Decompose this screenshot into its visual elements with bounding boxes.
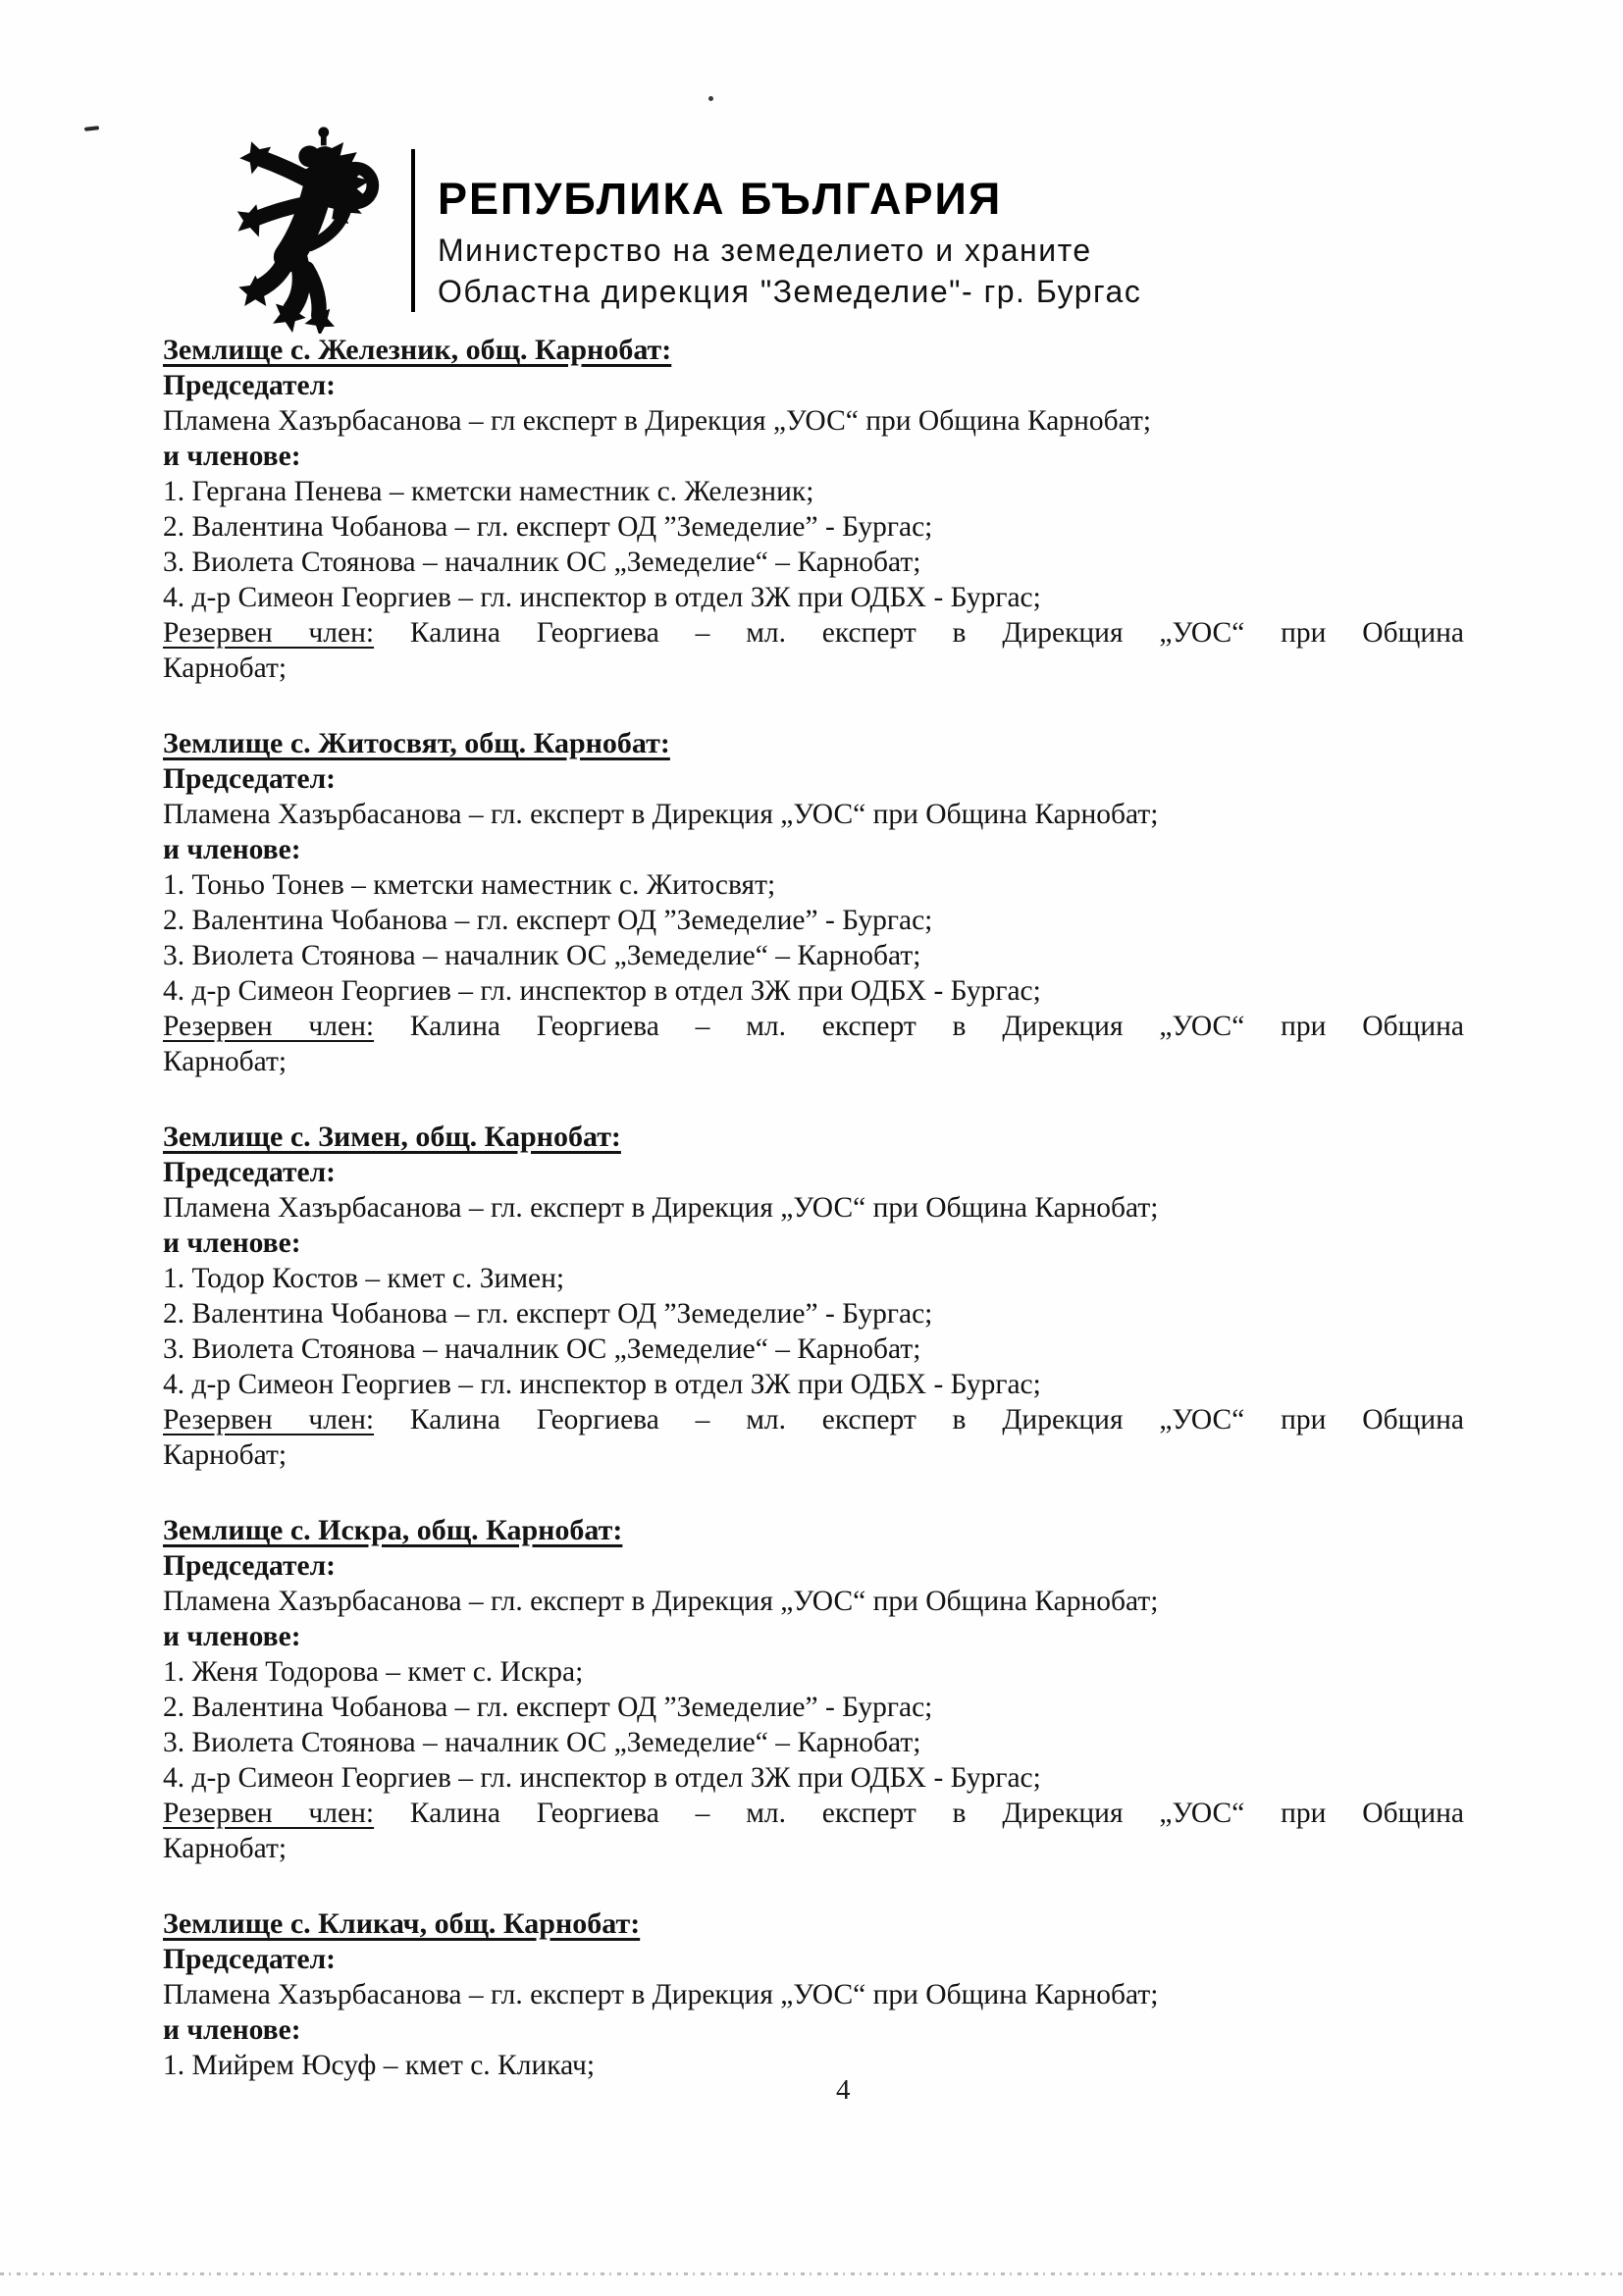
member-line: 4. д-р Симеон Георгиев – гл. инспектор в отдел ЗЖ при ОДБХ - Бургас; bbox=[163, 975, 1041, 1007]
reserve-wrap-text: Карнобат; bbox=[163, 1833, 288, 1864]
reserve-label: Резервен член: bbox=[163, 617, 375, 649]
member-line: 3. Виолета Стоянова – началник ОС „Земеделие“ – Карнобат; bbox=[163, 547, 921, 578]
reserve-member-line bbox=[163, 1796, 1464, 1831]
chair-label: Председател: bbox=[163, 1157, 337, 1188]
members-label: и членове: bbox=[163, 2014, 301, 2046]
scan-edge-artifact bbox=[0, 2272, 1623, 2275]
member-line: 2. Валентина Чобанова – гл. експерт ОД ”Земеделие” - Бургас; bbox=[163, 511, 933, 543]
letterhead bbox=[438, 174, 1142, 309]
member-line: 2. Валентина Чобанова – гл. експерт ОД ”Земеделие” - Бургас; bbox=[163, 1298, 933, 1330]
member-line: 1. Женя Тодорова – кмет с. Искра; bbox=[163, 1656, 584, 1688]
member-line: 2. Валентина Чобанова – гл. експерт ОД ”Земеделие” - Бургас; bbox=[163, 905, 933, 936]
section-title: Землище с. Искра, общ. Карнобат: bbox=[163, 1514, 623, 1546]
chair-line: Пламена Хазърбасанова – гл. експерт в Дирекция „УОС“ при Община Карнобат; bbox=[163, 799, 1159, 830]
reserve-text: Калина Георгиева – мл. експерт в Дирекция „УОС“ при Община bbox=[409, 1404, 1464, 1435]
members-list bbox=[163, 1261, 1464, 1402]
land-commission-section bbox=[163, 1513, 1464, 1866]
member-line: 3. Виолета Стоянова – началник ОС „Земеделие“ – Карнобат; bbox=[163, 940, 921, 971]
members-list bbox=[163, 867, 1464, 1009]
land-commission-section bbox=[163, 726, 1464, 1079]
chair-label: Председател: bbox=[163, 1550, 337, 1582]
member-line: 4. д-р Симеон Георгиев – гл. инспектор в отдел ЗЖ при ОДБХ - Бургас; bbox=[163, 1369, 1041, 1400]
chair-line: Пламена Хазърбасанова – гл. експерт в Дирекция „УОС“ при Община Карнобат; bbox=[163, 1979, 1159, 2010]
reserve-label: Резервен член: bbox=[163, 1404, 375, 1435]
coat-of-arms-lion-icon bbox=[233, 126, 401, 334]
members-label: и членове: bbox=[163, 834, 301, 865]
page-number: 4 bbox=[836, 2074, 851, 2106]
section-title: Землище с. Железник, общ. Карнобат: bbox=[163, 334, 672, 366]
reserve-text: Калина Георгиева – мл. експерт в Дирекция „УОС“ при Община bbox=[409, 617, 1464, 649]
letterhead-divider bbox=[411, 149, 415, 312]
reserve-label: Резервен член: bbox=[163, 1798, 375, 1829]
republic-title: РЕПУБЛИКА БЪЛГАРИЯ bbox=[438, 174, 1003, 224]
members-label: и членове: bbox=[163, 441, 301, 472]
member-line: 4. д-р Симеон Георгиев – гл. инспектор в отдел ЗЖ при ОДБХ - Бургас; bbox=[163, 1762, 1041, 1794]
chair-line: Пламена Хазърбасанова – гл. експерт в Дирекция „УОС“ при Община Карнобат; bbox=[163, 1586, 1159, 1617]
member-line: 2. Валентина Чобанова – гл. експерт ОД ”Земеделие” - Бургас; bbox=[163, 1692, 933, 1723]
reserve-member-wrap-line bbox=[163, 1437, 1464, 1473]
members-label: и членове: bbox=[163, 1227, 301, 1259]
reserve-member-wrap-line bbox=[163, 1831, 1464, 1866]
chair-line: Пламена Хазърбасанова – гл. експерт в Дирекция „УОС“ при Община Карнобат; bbox=[163, 1192, 1159, 1224]
document-body bbox=[163, 333, 1464, 2123]
reserve-text: Калина Георгиева – мл. експерт в Дирекция „УОС“ при Община bbox=[409, 1011, 1464, 1042]
member-line: 1. Мийрем Юсуф – кмет с. Кликач; bbox=[163, 2050, 596, 2081]
reserve-wrap-text: Карнобат; bbox=[163, 652, 288, 684]
reserve-member-wrap-line bbox=[163, 1044, 1464, 1079]
reserve-member-line bbox=[163, 1009, 1464, 1044]
section-title: Землище с. Зимен, общ. Карнобат: bbox=[163, 1121, 621, 1153]
scan-artifact-dash bbox=[84, 126, 99, 131]
section-title: Землище с. Кликач, общ. Карнобат: bbox=[163, 1907, 641, 1940]
land-commission-section bbox=[163, 1120, 1464, 1473]
section-title: Землище с. Житосвят, общ. Карнобат: bbox=[163, 727, 670, 759]
members-list bbox=[163, 474, 1464, 615]
chair-label: Председател: bbox=[163, 1944, 337, 1975]
reserve-member-line bbox=[163, 615, 1464, 651]
member-line: 4. д-р Симеон Георгиев – гл. инспектор в отдел ЗЖ при ОДБХ - Бургас; bbox=[163, 582, 1041, 613]
member-line: 3. Виолета Стоянова – началник ОС „Земеделие“ – Карнобат; bbox=[163, 1727, 921, 1758]
chair-label: Председател: bbox=[163, 763, 337, 795]
members-label: и членове: bbox=[163, 1621, 301, 1652]
chair-label: Председател: bbox=[163, 370, 337, 401]
land-commission-section bbox=[163, 1906, 1464, 2083]
directorate-line: Областна дирекция "Земеделие"- гр. Бургас bbox=[438, 274, 1142, 309]
ministry-line: Министерство на земеделието и храните bbox=[438, 233, 1092, 268]
members-list bbox=[163, 2048, 1464, 2083]
members-list bbox=[163, 1654, 1464, 1796]
member-line: 1. Тоньо Тонев – кметски наместник с. Житосвят; bbox=[163, 869, 776, 901]
land-commission-section bbox=[163, 333, 1464, 686]
member-line: 1. Гергана Пенева – кметски наместник с. Железник; bbox=[163, 476, 814, 507]
reserve-text: Калина Георгиева – мл. експерт в Дирекция „УОС“ при Община bbox=[409, 1798, 1464, 1829]
reserve-label: Резервен член: bbox=[163, 1011, 375, 1042]
reserve-member-line bbox=[163, 1402, 1464, 1437]
chair-line: Пламена Хазърбасанова – гл експерт в Дирекция „УОС“ при Община Карнобат; bbox=[163, 405, 1152, 437]
reserve-wrap-text: Карнобат; bbox=[163, 1439, 288, 1471]
scan-artifact-dot bbox=[708, 96, 713, 101]
member-line: 3. Виолета Стоянова – началник ОС „Земеделие“ – Карнобат; bbox=[163, 1333, 921, 1365]
reserve-member-wrap-line bbox=[163, 651, 1464, 686]
member-line: 1. Тодор Костов – кмет с. Зимен; bbox=[163, 1263, 565, 1294]
reserve-wrap-text: Карнобат; bbox=[163, 1046, 288, 1077]
